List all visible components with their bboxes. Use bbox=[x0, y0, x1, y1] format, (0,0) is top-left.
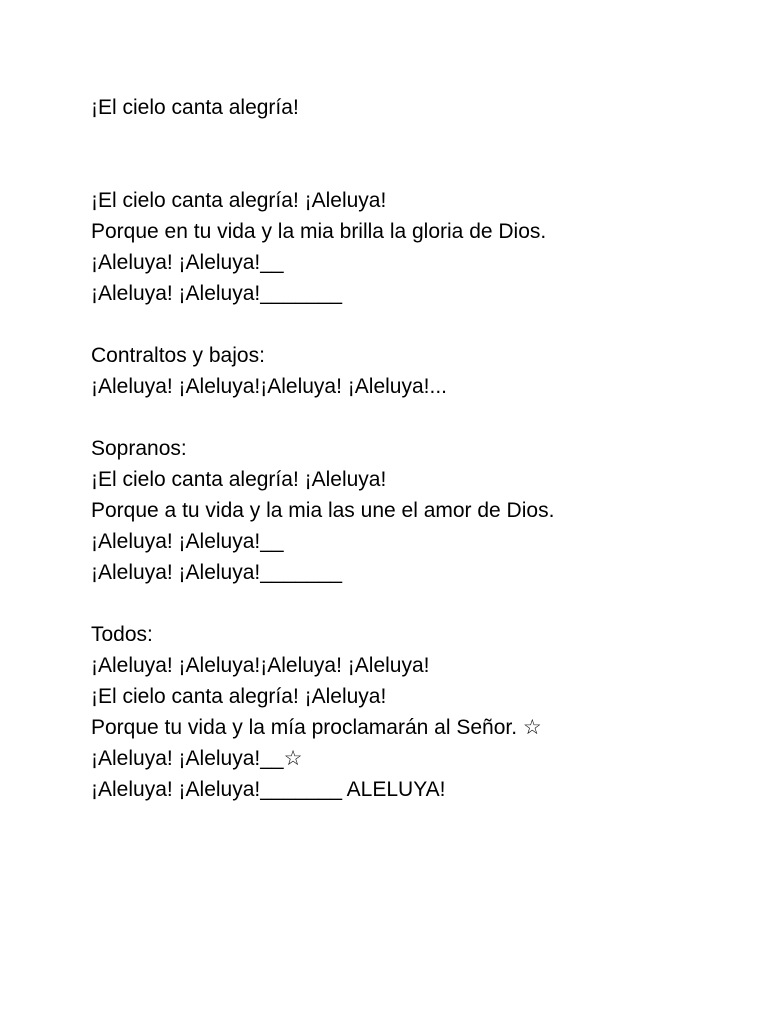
lyric-line: Porque tu vida y la mía proclamarán al Señor. ☆ bbox=[91, 716, 542, 739]
stanza-gap bbox=[91, 588, 751, 619]
lyric-line: ¡El cielo canta alegría! ¡Aleluya! bbox=[91, 189, 387, 212]
contraltos-section bbox=[91, 340, 751, 402]
lyric-line: ¡Aleluya! ¡Aleluya!¡Aleluya! ¡Aleluya!... bbox=[91, 375, 447, 398]
title-block bbox=[91, 92, 751, 185]
stanza-1 bbox=[91, 185, 751, 309]
lyric-line: ¡Aleluya! ¡Aleluya!_______ bbox=[91, 282, 342, 305]
lyric-line: ¡Aleluya! ¡Aleluya!__☆ bbox=[91, 747, 303, 770]
stanza-gap bbox=[91, 402, 751, 433]
lyric-line: ¡Aleluya! ¡Aleluya!_______ ALELUYA! bbox=[91, 778, 446, 801]
lyric-line: ¡Aleluya! ¡Aleluya!__ bbox=[91, 251, 284, 274]
section-heading: Contraltos y bajos: bbox=[91, 344, 265, 367]
stanza-gap bbox=[91, 309, 751, 340]
section-heading: Todos: bbox=[91, 623, 153, 646]
lyric-line: ¡El cielo canta alegría! ¡Aleluya! bbox=[91, 468, 387, 491]
lyric-line: ¡Aleluya! ¡Aleluya!¡Aleluya! ¡Aleluya! bbox=[91, 654, 430, 677]
lyric-line: ¡Aleluya! ¡Aleluya!__ bbox=[91, 530, 284, 553]
lyric-line: ¡Aleluya! ¡Aleluya!_______ bbox=[91, 561, 342, 584]
lyric-line: Porque en tu vida y la mia brilla la gloria de Dios. bbox=[91, 220, 547, 243]
document-body bbox=[91, 92, 751, 805]
lyric-line: Porque a tu vida y la mia las une el amor de Dios. bbox=[91, 499, 555, 522]
section-heading: Sopranos: bbox=[91, 437, 187, 460]
lyric-line: ¡El cielo canta alegría! ¡Aleluya! bbox=[91, 685, 387, 708]
sopranos-section bbox=[91, 433, 751, 588]
song-title: ¡El cielo canta alegría! bbox=[91, 96, 299, 119]
todos-section bbox=[91, 619, 751, 805]
